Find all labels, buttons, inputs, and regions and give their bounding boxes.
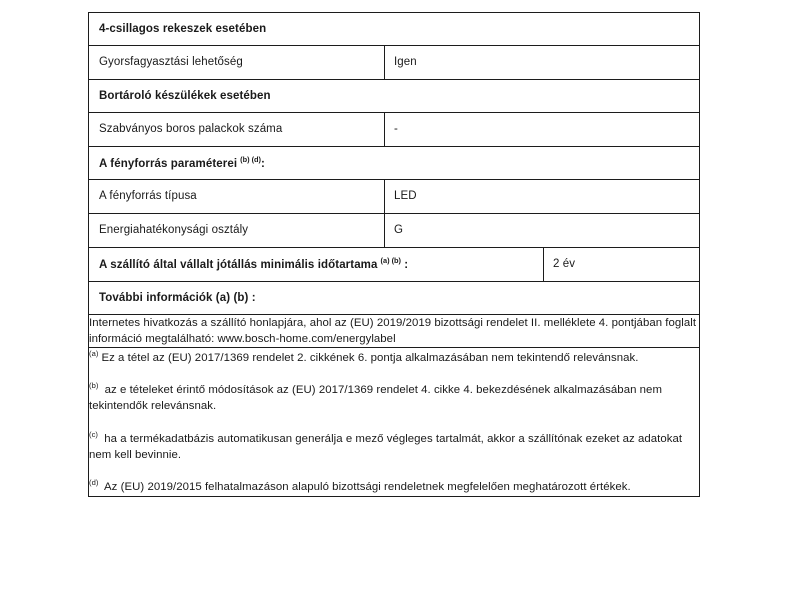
table-row bbox=[89, 315, 700, 348]
footnote-marker: (b) bbox=[89, 381, 99, 391]
table-row bbox=[89, 113, 700, 147]
section-header-label: Bortároló készülékek esetében bbox=[99, 89, 271, 102]
row-value-cell bbox=[385, 113, 700, 147]
footnotes-cell bbox=[89, 348, 700, 496]
footnote-d bbox=[89, 477, 699, 496]
footnote-a bbox=[89, 348, 699, 367]
table-row bbox=[89, 282, 700, 315]
footnote-marker-d: (d) bbox=[251, 154, 261, 164]
footnote-marker: (c) bbox=[89, 429, 99, 439]
footnote-c bbox=[89, 429, 699, 464]
footnote-text: ha a termékadatbázis automatikusan generálja e mező végleges tartalmát, akkor a szállítónak ezeket az adatokat nem kell bevinnie. bbox=[89, 432, 683, 461]
warranty-label: A szállító által vállalt jótállás minimális időtartama bbox=[99, 259, 378, 272]
table-row bbox=[89, 214, 700, 248]
header-suffix: : bbox=[261, 157, 265, 170]
light-source-parameters-header bbox=[89, 155, 699, 171]
specification-table bbox=[88, 12, 700, 497]
section-header-cell bbox=[89, 147, 700, 180]
table-row bbox=[89, 46, 700, 80]
internet-reference-text: Internetes hivatkozás a szállító honlapjára, ahol az (EU) 2019/2019 bizottsági rendelet II. melléklete 4. pontjában foglalt információ megtalálható: www.bosch-home.com/energylabel bbox=[89, 317, 697, 346]
row-label-cell bbox=[89, 113, 385, 147]
row-value-cell bbox=[385, 180, 700, 214]
row-value-cell bbox=[385, 214, 700, 248]
row-label: Gyorsfagyasztási lehetőség bbox=[99, 56, 243, 69]
table-row bbox=[89, 147, 700, 180]
footnote-text: Az (EU) 2019/2015 felhatalmazáson alapuló bizottsági rendeletnek megfelelően meghatározott értékek. bbox=[101, 480, 631, 493]
warranty-label-cell bbox=[89, 248, 544, 282]
footnote-marker-b: (b) bbox=[240, 154, 250, 164]
row-label-cell bbox=[89, 180, 385, 214]
section-header-label: A fényforrás paraméterei bbox=[99, 157, 238, 170]
row-label: Szabványos boros palackok száma bbox=[99, 123, 283, 136]
warranty-value-cell bbox=[544, 248, 700, 282]
table-row bbox=[89, 180, 700, 214]
row-value-cell bbox=[385, 46, 700, 80]
row-value: Igen bbox=[394, 56, 417, 69]
footnote-marker: (a) bbox=[89, 349, 99, 359]
footnote-text: az e tételeket érintő módosítások az (EU) 2017/1369 rendelet 4. cikke 4. bekezdésének alkalmazásában nem tekintendők relevánsnak. bbox=[89, 384, 662, 413]
row-label: Energiahatékonysági osztály bbox=[99, 224, 249, 237]
warranty-suffix: : bbox=[401, 259, 409, 272]
warranty-value: 2 év bbox=[553, 258, 576, 271]
row-label: A fényforrás típusa bbox=[99, 190, 197, 203]
section-header-cell bbox=[89, 13, 700, 46]
product-information-sheet bbox=[88, 12, 699, 497]
footnote-b bbox=[89, 380, 699, 415]
section-header-cell bbox=[89, 282, 700, 315]
row-value: LED bbox=[394, 190, 417, 203]
table-row bbox=[89, 248, 700, 282]
section-header-cell bbox=[89, 80, 700, 113]
row-label-cell bbox=[89, 214, 385, 248]
footnote-text: Ez a tétel az (EU) 2017/1369 rendelet 2. cikkének 6. pontja alkalmazásában nem tekintendő relevánsnak. bbox=[101, 352, 639, 365]
section-header-label: 4-csillagos rekeszek esetében bbox=[99, 22, 267, 35]
table-row bbox=[89, 13, 700, 46]
warranty-label-wrap bbox=[89, 256, 543, 272]
further-information-header: További információk (a) (b) : bbox=[99, 291, 256, 304]
table-row bbox=[89, 80, 700, 113]
table-row bbox=[89, 348, 700, 496]
row-value: G bbox=[394, 224, 404, 237]
internet-reference-cell bbox=[89, 315, 700, 348]
footnote-marker: (d) bbox=[89, 477, 99, 487]
row-value: - bbox=[394, 123, 398, 136]
row-label-cell bbox=[89, 46, 385, 80]
footnote-marker-b: (b) bbox=[391, 256, 401, 266]
footnote-marker-a: (a) bbox=[380, 256, 390, 266]
